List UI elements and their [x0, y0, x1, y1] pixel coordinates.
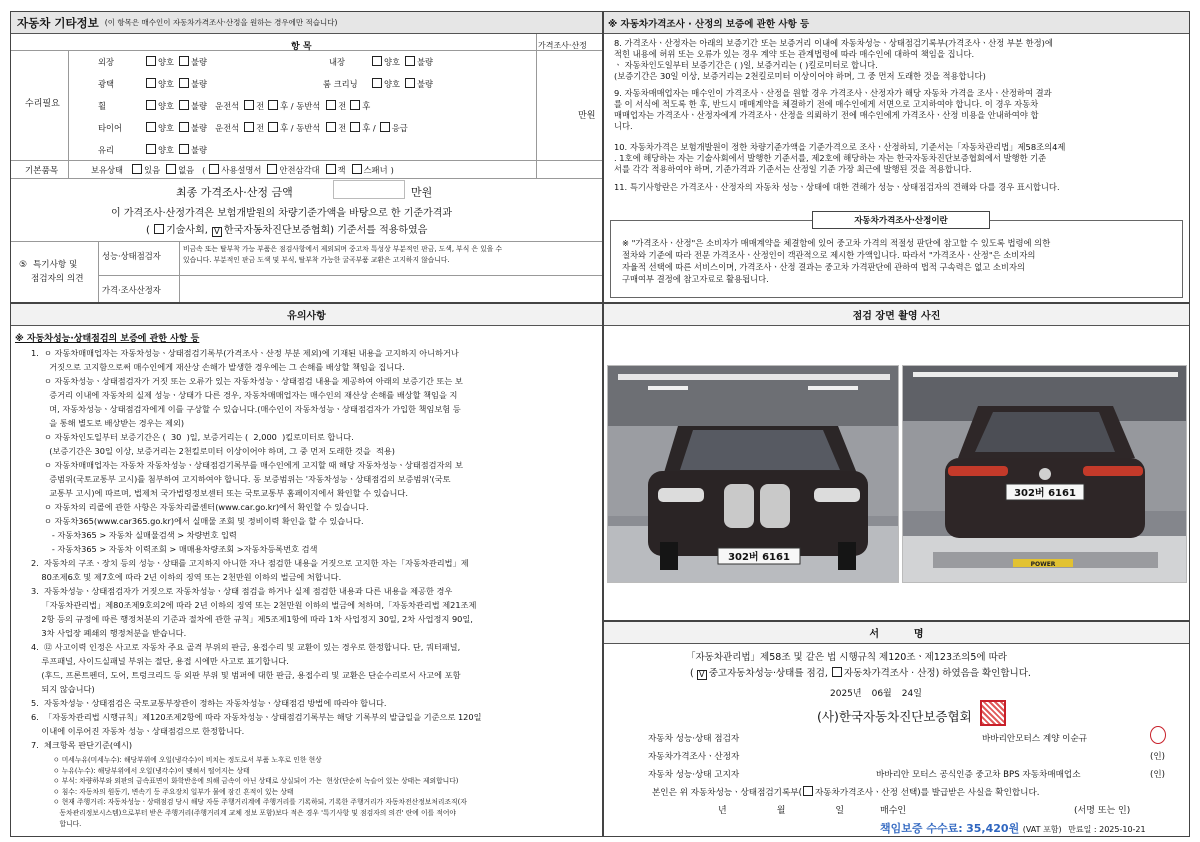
notice-line: 80조제6호 및 제7호에 따라 2년 이하의 징역 또는 2천만원 이하의 벌금에 처합니다.	[31, 572, 342, 582]
rear-car-photo	[902, 365, 1187, 583]
para-9-line1: 9. 자동차매매업자는 매수인이 가격조사ㆍ산정을 원할 경우 가격조사ㆍ산정자가 해당 자동차 가격을 조사ㆍ산정하여 결과	[614, 88, 1052, 98]
buyer-sign: (서명 또는 인)	[1074, 806, 1131, 816]
front-car-image	[608, 366, 899, 583]
notice-line: 이내에 이루어진 자동차 성능ㆍ상태점검으로 한정합니다.	[31, 726, 245, 736]
price-guarantee-title: ※ 자동차가격조사 · 산정의 보증에 관한 사항 등	[608, 18, 810, 30]
room-cleaning-good-checkbox[interactable]	[372, 78, 382, 88]
wheel-driver-rear-checkbox[interactable]	[268, 100, 278, 110]
para-9-line2: 를 이 서식에 적도록 한 후, 반드시 매매계약을 체결하기 전에 매수인에게 서면으로 고지하여야 합니다. 이 경우 자동차	[614, 99, 1039, 109]
tire-passenger-rear-checkbox[interactable]	[350, 122, 360, 132]
buyer-label: 매수인	[880, 806, 907, 816]
tire-bad-checkbox[interactable]	[179, 122, 189, 132]
notice-line: 1. ㅇ 자동차매매업자는 자동차성능ㆍ상태점검기록부(가격조사ㆍ산정 부분 제외)에 기재된 내용을 고지하지 아니하거나	[31, 348, 459, 358]
notice-line: ㅇ 자동차매매업자는 자동차 자동차성능ㆍ상태점검기록부를 매수인에게 고지할 때 해당 자동차성능ㆍ상태점검자의 보	[31, 460, 463, 470]
wheel-good-checkbox[interactable]	[146, 100, 156, 110]
final-amount-label: 최종 가격조사·산정 금액	[176, 186, 293, 199]
para-8-line3: ㆍ 자동차인도일부터 보증기간은 ( )일, 보증거리는 ( )킬로미터로 합니다.	[614, 60, 878, 70]
rear-car-image	[903, 366, 1187, 583]
col-item-header: 항 목	[291, 42, 312, 52]
vehicle-extra-info-title: 자동차 기타정보	[17, 15, 99, 30]
special-remarks-label1: 특기사항 및	[33, 260, 78, 270]
inspector-row-value: 바바리안모터스 계양 이순규	[982, 734, 1088, 744]
vehicle-extra-info-header	[11, 12, 602, 34]
criteria-line: ㅇ 누유(누수): 해당부위에서 오일(냉각수)이 맺혀서 떨어지는 상태	[53, 766, 250, 775]
definition-line3: 자율적 선택에 따른 서비스이며, 가격조사ㆍ산정 결과는 중고차 가격판단에 관하여 법적 구속력은 없고 소비자의	[622, 262, 1025, 272]
notice-line: 4. ⑫ 사고이력 인정은 사고로 자동차 주요 골격 부위의 판금, 용접수리 및 교환이 있는 경우로 한정합니다. 단, 쿼터패널,	[31, 642, 461, 652]
basic-have-checkbox[interactable]	[132, 164, 142, 174]
tire-passenger-front-checkbox[interactable]	[326, 122, 336, 132]
interior-bad-checkbox[interactable]	[405, 56, 415, 66]
price-unit: 만원	[578, 111, 596, 121]
price-guarantee-panel	[603, 11, 1190, 303]
repair-needed-label: 수리필요	[25, 99, 60, 109]
wheel-passenger-front-checkbox[interactable]	[326, 100, 336, 110]
wheel-passenger-rear-checkbox[interactable]	[350, 100, 360, 110]
room-cleaning-bad-checkbox[interactable]	[405, 78, 415, 88]
signature-org: (사)한국자동차진단보증협회	[817, 709, 972, 724]
price-appraisal-checkbox[interactable]	[832, 667, 842, 677]
interior-good-checkbox[interactable]	[372, 56, 382, 66]
repair-row-room-cleaning: 룸 크리닝 양호 불량	[323, 79, 434, 89]
signature-law-line2: ( V 중고자동차성능·상태를 점검, 자동차가격조사 · 산정) 하였음을 확인합니다.	[690, 668, 1031, 679]
tire-spare-checkbox[interactable]	[380, 122, 390, 132]
para-8-line4: (보증기간은 30일 이상, 보증거리는 2천킬로미터 이상이어야 하며, 그 중 먼저 도래한 것을 적용합니다)	[614, 71, 986, 81]
tire-good-checkbox[interactable]	[146, 122, 156, 132]
repair-row-wheel: 휠 양호 불량 운전석 전 후 / 동반석 전 후	[98, 101, 371, 111]
special-remarks-label2: 점검자의 의견	[31, 274, 84, 284]
notice-panel	[10, 303, 603, 837]
col-price-header: 가격조사·산정	[538, 41, 587, 50]
notice-line: 을 통해 별도로 배상받는 경우는 제외)	[31, 418, 185, 428]
exterior-good-checkbox[interactable]	[146, 56, 156, 66]
criteria-line: ㅇ 부식: 차량하부와 외판의 금속표면이 화학반응에 의해 금속이 아닌 상태로 상실되어 가는 현상(단순히 녹슬어 있는 상태는 제외합니다)	[53, 777, 459, 786]
appraiser-row-label: 자동차가격조사ㆍ산정자	[648, 752, 740, 762]
para-9-line4: 니다.	[614, 121, 633, 131]
para-8-line2: 적힌 내용에 허위 또는 오류가 있는 경우 계약 또는 관계법령에 따라 매수인에 대하여 책임을 집니다.	[614, 49, 975, 59]
notice-line: 되지 않습니다)	[31, 684, 95, 694]
notice-line: 3차 사업장 폐쇄의 행정처분을 받습니다.	[31, 628, 187, 638]
vehicle-extra-info-panel	[10, 11, 603, 303]
repair-row-interior: 내장 양호 불량	[329, 57, 434, 67]
criteria-line: 합니다.	[53, 819, 82, 828]
appraiser-row-mark: (인)	[1150, 752, 1166, 762]
definition-line2: 절차와 기준에 따라 전문 가격조사ㆍ산정인이 객관적으로 제시한 가액입니다. 따라서 "가격조사ㆍ산정"은 소비자의	[622, 250, 1036, 260]
notice-header	[11, 304, 602, 326]
jack-checkbox[interactable]	[326, 164, 336, 174]
notice-line: 교통부 고시)에 따르며, 법제처 국가법령정보센터 또는 국토교통부 홈페이지에서 확인할 수 있습니다.	[31, 488, 408, 498]
repair-row-glass: 유리 양호 불량	[98, 145, 208, 155]
wheel-driver-front-checkbox[interactable]	[244, 100, 254, 110]
inspector-opinion-text1: 비금속 또는 탈부착 가능 부품은 점검사항에서 제외되며 중고차 특성상 부분적인 판금, 도색, 부식 은 있을 수	[183, 245, 503, 253]
signature-date: 2025년 06월 24일	[830, 689, 922, 699]
inspector-stamp	[1150, 726, 1166, 744]
buyer-date-line: 년 월 일	[718, 806, 845, 816]
notice-line: 증거리 이내에 자동차의 실제 성능ㆍ상태가 다른 경우, 자동차매매업자는 매수인의 재산상 손해를 배상할 책임을 지	[31, 390, 458, 400]
vehicle-extra-info-note: (이 항목은 매수인이 자동차가격조사·산정을 원하는 경우에만 적습니다)	[104, 18, 338, 27]
repair-row-gloss: 광택 양호 불량	[98, 79, 208, 89]
signature-law-line1: 「자동차관리법」제58조 및 같은 법 시행규칙 제120조ㆍ제123조의5에 따라	[686, 652, 1007, 663]
para-11: 11. 특기사항란은 가격조사ㆍ산정자의 자동차 성능ㆍ상태에 대한 견해가 성능ㆍ상태점검자의 견해와 다를 경우 표시합니다.	[614, 182, 1060, 192]
exterior-bad-checkbox[interactable]	[179, 56, 189, 66]
criteria-line: 동차관리정보시스템)으로부터 받은 주행거리(주행거리계 교체 정보 포함)보다 적은 경우 '특기사항 및 점검자의 의견' 란에 이를 적어야	[53, 809, 456, 817]
glass-bad-checkbox[interactable]	[179, 144, 189, 154]
wheel-bad-checkbox[interactable]	[179, 100, 189, 110]
notice-subtitle: ※ 자동차성능·상태점검의 보증에 관한 사항 등	[15, 334, 200, 344]
definition-title: 자동차가격조사·산정이란	[854, 216, 948, 226]
criteria-line: ㅇ 미세누유(미세누수): 해당부위에 오일(냉각수)이 비치는 정도로서 부품 노후로 인한 현상	[53, 756, 322, 764]
spanner-checkbox[interactable]	[352, 164, 362, 174]
notice-line: 2항 등의 규정에 따른 행정처분의 기준과 절차에 관한 규칙」제5조제1항에 따라 1차 사업정지 30일, 2차 사업정지 90일,	[31, 614, 473, 624]
confirm-price-checkbox[interactable]	[803, 786, 813, 796]
para-10-line2: . 1호에 해당하는 자는 기술사회에서 발행한 기준서를, 제2호에 해당하는 자는 한국자동차진단보증협회에서 발행한 기준	[614, 153, 1047, 163]
notice-title: 유의사항	[287, 311, 326, 322]
notice-line: 루프패널, 사이드실패널 부위는 절단, 용접 시에만 사고로 표기합니다.	[31, 656, 289, 666]
standard-statement-line2: ( 기술사회, V 한국자동차진단보증협회) 기준서를 적용하였음	[146, 225, 428, 236]
notice-line: 며, 자동차성능ㆍ상태점검자에게 이를 구상할 수 있습니다.(매수인이 자동차성능ㆍ상태점검자가 가입한 책임보험 등	[31, 404, 461, 414]
signature-panel	[603, 621, 1190, 837]
criteria-line: ㅇ 침수: 자동차의 원동기, 변속기 등 주요장치 일부가 물에 잠긴 흔적이 있는 상태	[53, 787, 294, 796]
front-plate-text: 302버 6161	[728, 552, 790, 563]
notice-line: 6. 「자동차관리법 시행규칙」제120조제2항에 따라 자동차성능ㆍ상태점검기록부는 해당 기록부의 발급일을 기준으로 120일	[31, 712, 482, 722]
front-car-photo	[607, 365, 899, 583]
lift-brand-text: POWER	[1030, 561, 1056, 568]
inspector-opinion-text2: 있습니다. 부분적인 판금 도색 및 부식, 탈부착 가능한 굴곡부품 교환은 고지하지 않습니다.	[183, 256, 450, 264]
definition-line1: ※ "가격조사ㆍ산정"은 소비자가 매매계약을 체결함에 있어 중고차 가격의 적절성 판단에 참고할 수 있도록 법령에 의한	[622, 238, 1051, 248]
definition-title-box	[812, 211, 990, 229]
para-10-line3: 서를 각각 적용하여야 하며, 기준가격과 기준서는 산정일 기준 가장 최근에 발행된 것을 적용합니다.	[614, 164, 972, 174]
gloss-bad-checkbox[interactable]	[179, 78, 189, 88]
tire-driver-rear-checkbox[interactable]	[268, 122, 278, 132]
signature-title: 서 명	[869, 629, 924, 640]
notice-line: 「자동차관리법」제80조제9호의2에 따라 2년 이하의 징역 또는 2천만원 이하의 벌금에 처하며,「자동차관리법 제21조제	[31, 600, 477, 610]
notifier-row-label: 자동차 성능·상태 고지자	[648, 770, 740, 780]
notice-line: 3. 자동차성능ㆍ상태점검자가 거짓으로 자동차성능ㆍ상태 점검을 하거나 실제 점검한 내용과 다른 내용을 제공한 경우	[31, 586, 453, 596]
photo-panel	[603, 303, 1190, 621]
notice-line: ㅇ 자동차인도일부터 보증기간은 ( 30 )일, 보증거리는 ( 2,000 )킬로미터로 합니다.	[31, 432, 354, 442]
para-9-line3: 매매업자는 가격조사ㆍ산정자에게 가격조사ㆍ산정을 의뢰하기 전에 매수인에게 가격조사ㆍ산정 비용을 안내하여야 합	[614, 110, 1039, 120]
price-guarantee-header	[604, 12, 1189, 34]
notice-line: 7. 체크항목 판단기준(예시)	[31, 740, 133, 750]
basic-items-row: 보유상태 있음 없음 ( 사용설명서 안전삼각대 잭 스패너 )	[91, 165, 394, 175]
notifier-row-value: 바바리안 모터스 공식인증 중고차 BPS 자동차매매업소	[876, 770, 1081, 780]
notice-line: 2. 자동차의 구조ㆍ장치 등의 성능ㆍ상태를 고지하지 아니한 자나 점검한 내용을 거짓으로 고지한 자는「자동차관리법」제	[31, 558, 469, 568]
photo-header	[604, 304, 1189, 326]
manual-checkbox[interactable]	[209, 164, 219, 174]
final-amount-input[interactable]	[333, 180, 405, 199]
standard-statement-line1: 이 가격조사·산정가격은 보험개발원의 차량기준가액을 바탕으로 한 기준가격과	[111, 208, 453, 219]
notice-line: ㅇ 자동차성능ㆍ상태점검자가 거짓 또는 오류가 있는 자동차성능ㆍ상태점검 내용을 제공하여 아래의 보증기간 또는 보	[31, 376, 463, 386]
notice-line: - 자동차365 > 자동차 실매물검색 > 차량번호 입력	[31, 530, 237, 540]
basic-none-checkbox[interactable]	[166, 164, 176, 174]
inspector-row-label: 자동차 성능·상태 점검자	[648, 734, 740, 744]
kadwa-checkbox[interactable]: V	[212, 227, 222, 237]
photo-title: 점검 장면 촬영 사진	[852, 311, 941, 322]
definition-line4: 구매여부 결정에 참고자료로 활용됩니다.	[622, 274, 769, 284]
signature-header	[604, 622, 1189, 644]
tire-driver-front-checkbox[interactable]	[244, 122, 254, 132]
org-seal	[980, 700, 1006, 726]
triangle-checkbox[interactable]	[267, 164, 277, 174]
repair-row-tire: 타이어 양호 불량 운전석 전 후 / 동반석 전 후 / 응급	[98, 123, 408, 133]
para-8-line1: 8. 가격조사ㆍ산정자는 아래의 보증기간 또는 보증거리 이내에 자동차성능ㆍ상태점검기록부(가격조사ㆍ산정 부분 한정)에	[614, 38, 1053, 48]
appraiser-opinion-label: 가격·조사산정자	[102, 285, 161, 295]
criteria-line: ㅇ 현재 주행거리: 자동차성능ㆍ상태점검 당시 해당 자동 주행거리계에 주행거리를 기록하되, 기록한 주행거리가 자동차전산정보처리조직(자	[53, 798, 467, 807]
para-10-line1: 10. 자동차가격은 보험개발원이 정한 차량기준가액을 기준가격으로 조사ㆍ산정하되, 기준서는「자동차관리법」제58조의4제	[614, 142, 1066, 152]
notice-line: (후드, 프론트펜더, 도어, 트렁크리드 등 외판 부위 및 범퍼에 대한 판금, 용접수리 및 교환은 단순수리로서 사고에 포함	[31, 670, 461, 680]
fee-line: 책임보증 수수료: 35,420원 (VAT 포함) 만료일 : 2025-10-21	[880, 822, 1146, 835]
notice-line: ㅇ 자동차365(www.car365.go.kr)에서 실매물 조회 및 정비이력 확인을 할 수 있습니다.	[31, 516, 364, 526]
glass-good-checkbox[interactable]	[146, 144, 156, 154]
basic-items-label: 기본품목	[25, 166, 59, 176]
notice-line: ㅇ 자동차의 리콜에 관한 사항은 자동차리콜센터(www.car.go.kr)에서 확인할 수 있습니다.	[31, 502, 369, 512]
gloss-good-checkbox[interactable]	[146, 78, 156, 88]
notice-line: - 자동차365 > 자동차 이력조회 > 매매용차량조회 >자동차등록번호 검색	[31, 544, 318, 554]
notice-line: (보증기간은 30일 이상, 보증거리는 2천킬로미터 이상이어야 하며, 그 중 먼저 도래한 것을 적용)	[31, 446, 396, 456]
final-amount-unit: 만원	[411, 186, 433, 199]
special-remarks-num: ⑤	[19, 260, 28, 270]
performance-check-checkbox[interactable]: V	[697, 670, 707, 680]
notice-line: 5. 자동차성능ㆍ상태점검은 국토교통부장관이 정하는 자동차성능ㆍ상태점검 방법에 따라야 합니다.	[31, 698, 387, 708]
confirm-line: 본인은 위 자동차성능ㆍ상태점검기록부( 자동차가격조사ㆍ산정 선택)를 발급받은 사실을 확인합니다.	[652, 788, 1040, 798]
tech-society-checkbox[interactable]	[154, 224, 164, 234]
rear-plate-text: 302버 6161	[1014, 488, 1076, 499]
notice-line: 거짓으로 고지함으로써 매수인에게 재산상 손해가 발생한 경우에는 그 손해를 배상할 책임을 집니다.	[31, 362, 405, 372]
notifier-row-mark: (인)	[1150, 770, 1166, 780]
notice-line: 증범위(국토교통부 고시)를 첨부하여 고지하여야 합니다. 동 보증범위는 '자동차성능ㆍ상태점검의 보증범위'(국토	[31, 474, 451, 484]
repair-row-exterior: 외장 양호 불량	[98, 57, 208, 67]
inspector-opinion-label: 성능·상태점검자	[102, 251, 161, 261]
